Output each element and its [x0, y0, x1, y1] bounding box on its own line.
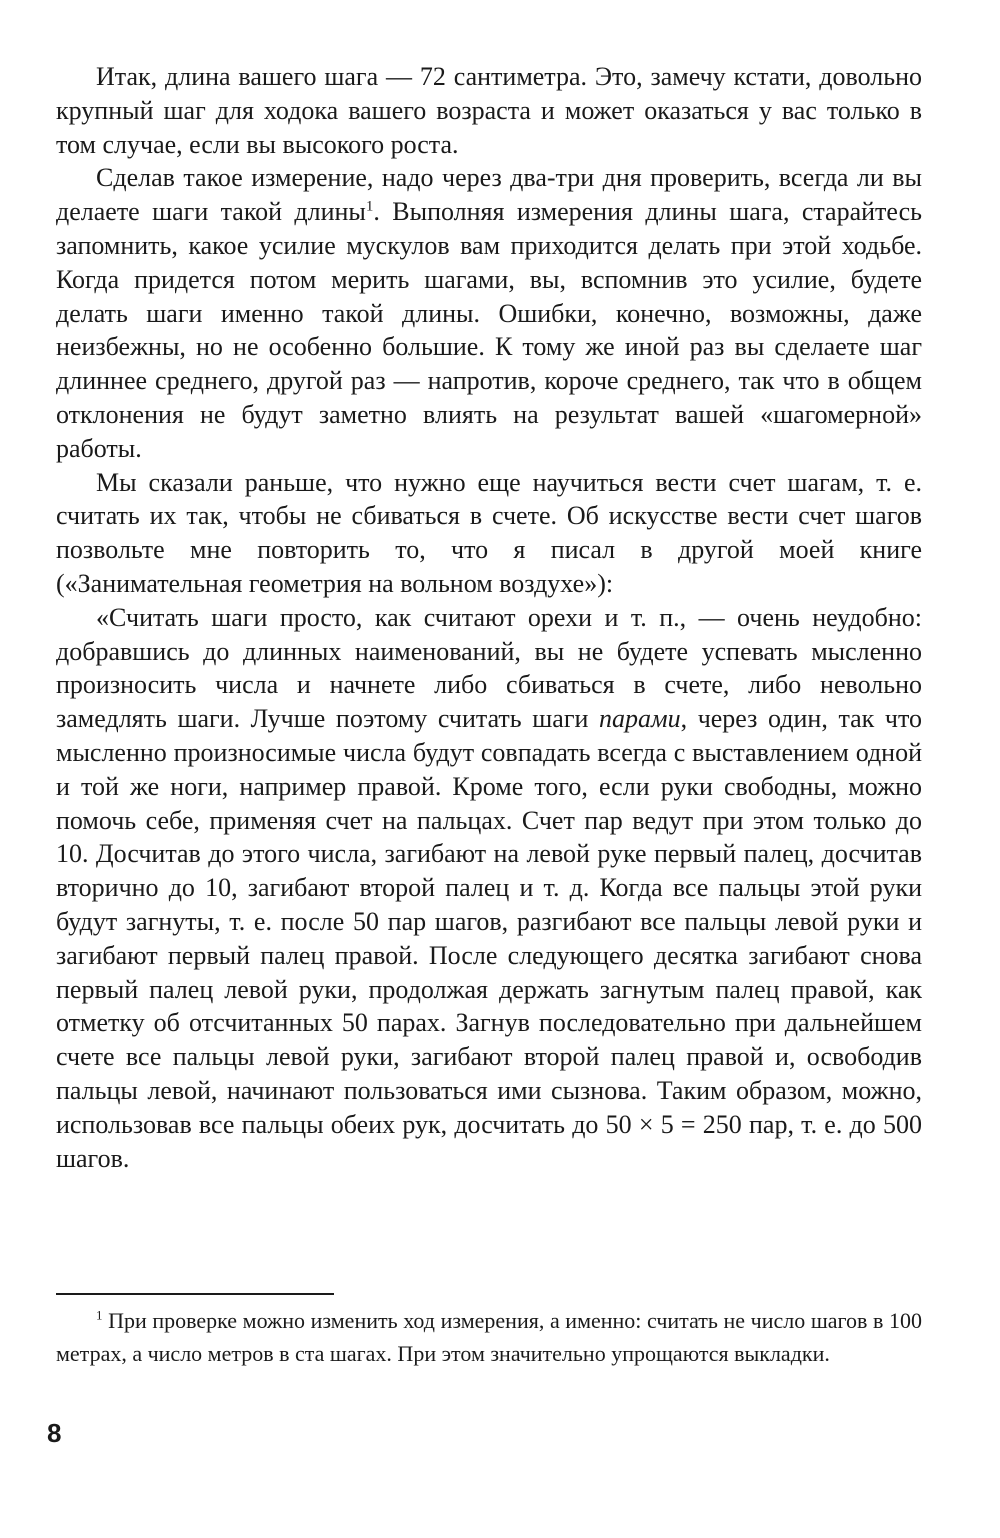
footnote	[56, 1304, 922, 1370]
paragraph-text: . Выполняя измерения длины шага, старайтесь запомнить, какое усилие мускулов вам приходится делать при этой ходьбе. Когда придется потом мерить шагами, вы, вспомнив это усилие, будете делать шаги именно такой длины. Ошибки, конечно, возможны, даже неизбежны, но не особенно большие. К тому же иной раз вы сделаете шаг длиннее среднего, другой раз — напротив, короче среднего, так что в общем отклонения не будут заметно влиять на результат вашей «шагомерной» работы.	[56, 197, 922, 463]
paragraph-text: Итак, длина вашего шага — 72 сантиметра. Это, замечу кстати, довольно крупный шаг для ходока вашего возраста и может оказаться у вас только в том случае, если вы высокого роста.	[56, 62, 922, 159]
main-text	[56, 60, 922, 1175]
footnote-text: При проверке можно изменить ход измерения, а именно: считать не число шагов в 100 метрах, а число метров в ста шагах. При этом значительно упрощаются выкладки.	[56, 1308, 922, 1366]
footnote-reference: 1	[365, 198, 374, 215]
paragraph-quote-counting	[56, 601, 922, 1176]
page-number: 8	[47, 1418, 62, 1448]
paragraph-text: «Считать шаги просто, как считают орехи и т. п., — очень неудобно: добравшись до длинных наименований, вы не будете успевать мысленно произносить числа и начнете либо сбиваться в счете, либо невольно замедлять шаги. Лучше поэтому считать шаги	[56, 602, 922, 734]
paragraph-step-length	[56, 60, 922, 161]
footnote-divider	[56, 1293, 334, 1295]
paragraph-text: Сделав такое измерение, надо через два-три дня проверить, всегда ли вы делаете шаги такой длины	[56, 163, 922, 227]
paragraph-text: Мы сказали раньше, что нужно еще научиться вести счет шагам, т. е. считать их так, чтобы не сбиваться в счете. Об искусстве вести счет шагов позвольте мне повторить то, что я писал в другой моей книге («Занимательная геометрия на вольном воздухе»):	[56, 467, 922, 598]
footnote-marker: 1	[96, 1307, 103, 1323]
italic-emphasis: парами	[599, 704, 681, 734]
paragraph-step-check	[56, 161, 922, 465]
paragraph-counting-intro	[56, 466, 922, 601]
paragraph-text: , через один, так что мысленно произносимые числа будут совпадать всегда с выставлением одной и той же ноги, например правой. Кроме того, если руки свободны, можно помочь себе, применяя счет на пальцах. Счет пар ведут при этом только до 10. Досчитав до этого числа, загибают на левой руке первый палец, досчитав вторично до 10, загибают второй палец и т. д. Когда все пальцы этой руки будут загнуты, т. е. после 50 пар шагов, разгибают все пальцы левой руки и загибают первый палец правой. После следующего десятка загибают снова первый палец левой руки, продолжая держать загнутым палец правой, как отметку об отсчитанных 50 парах. Загнув последовательно при дальнейшем счете все пальцы левой руки, загибают второй палец правой и, освободив пальцы левой, начинают пользоваться ими сызнова. Таким образом, можно, использовав все пальцы обеих рук, досчитать до 50 × 5 = 250 пар, т. е. до 500 шагов.	[56, 704, 922, 1173]
